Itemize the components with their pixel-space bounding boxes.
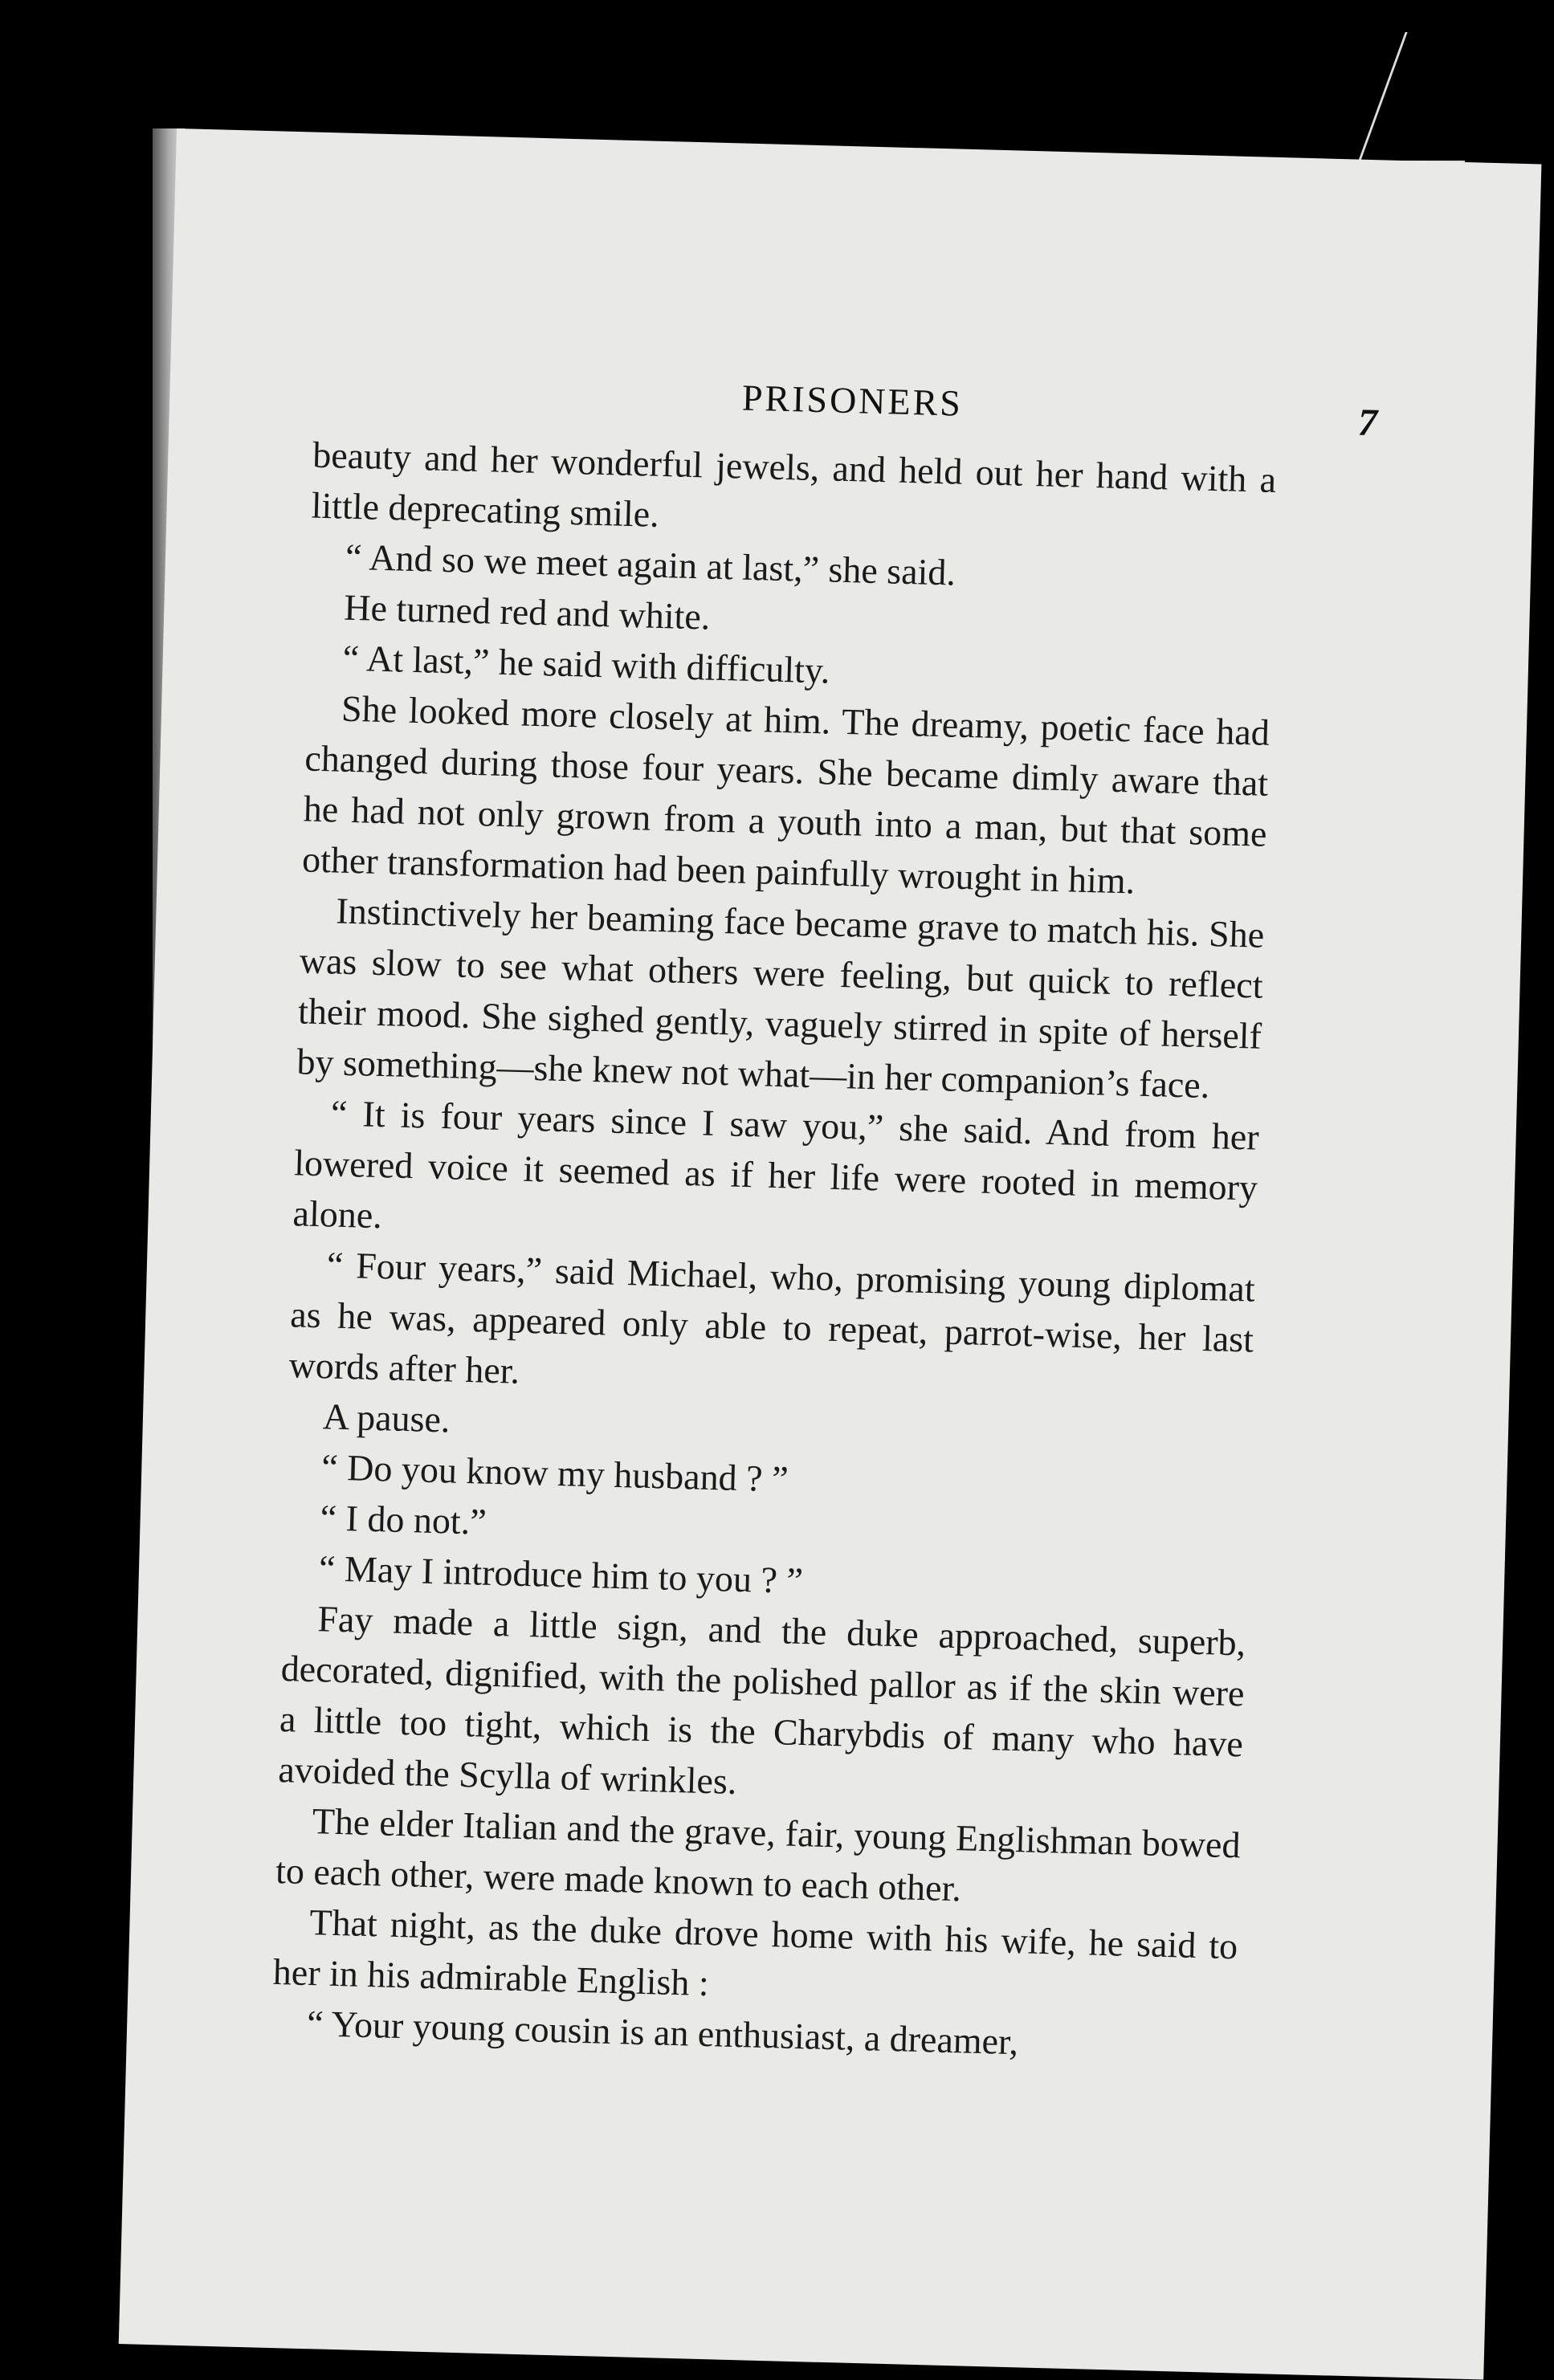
paragraph: A pause. xyxy=(322,1396,451,1441)
paragraph: She looked more closely at him. The dreamy, poetic face had changed during those four years. She became dimly aware that he had not only grown from a youth into a man, but that some other transformation had been painfully wrought in him. xyxy=(301,687,1271,902)
body-text xyxy=(271,430,1276,2073)
paragraph-continuation: beauty and her wonderful jewels, and held out her hand with a little deprecating smile. xyxy=(311,434,1277,535)
paragraph: “ I do not.” xyxy=(320,1497,487,1543)
paragraph: Fay made a little sign, and the duke approached, superb, decorated, dignified, with the polished pallor as if the skin were a little too tight, which is the Charybdis of many who have avoided the Scylla of wrinkles. xyxy=(277,1598,1246,1802)
book-page xyxy=(119,128,1542,2380)
paragraph: “ Four years,” said Michael, who, promising young diplomat as he was, appeared only able to repeat, parrot-wise, her last words after her. xyxy=(288,1244,1256,1392)
paragraph: “ It is four years since I saw you,” she said. And from her lowered voice it seemed as if her life were rooted in memory alone. xyxy=(292,1092,1260,1237)
paragraph: “ And so we meet again at last,” she said. xyxy=(345,536,956,593)
page-number: 7 xyxy=(1357,401,1378,445)
paragraph: He turned red and white. xyxy=(343,586,711,638)
paragraph: “ Do you know my husband ? ” xyxy=(320,1446,789,1500)
paragraph: “ Your young cousin is an enthusiast, a dreamer, xyxy=(306,2003,1019,2063)
paragraph: That night, as the duke drove home with his wife, he said to her in his admirable English : xyxy=(272,1901,1238,2004)
paragraph: Instinctively her beaming face became grave to match his. She was slow to see what others were feeling, but quick to reflect their mood. She sighed gently, vaguely stirred in spite of herself by something—she knew not what—in her companion’s face. xyxy=(296,890,1265,1106)
running-head: PRISONERS xyxy=(741,377,964,424)
page-corner-mark xyxy=(1357,32,1511,163)
paragraph: “ At last,” he said with difficulty. xyxy=(342,637,831,691)
paragraph: The elder Italian and the grave, fair, young Englishman bowed to each other, were made known to each other. xyxy=(275,1800,1242,1909)
paragraph: “ May I introduce him to you ? ” xyxy=(318,1547,804,1602)
